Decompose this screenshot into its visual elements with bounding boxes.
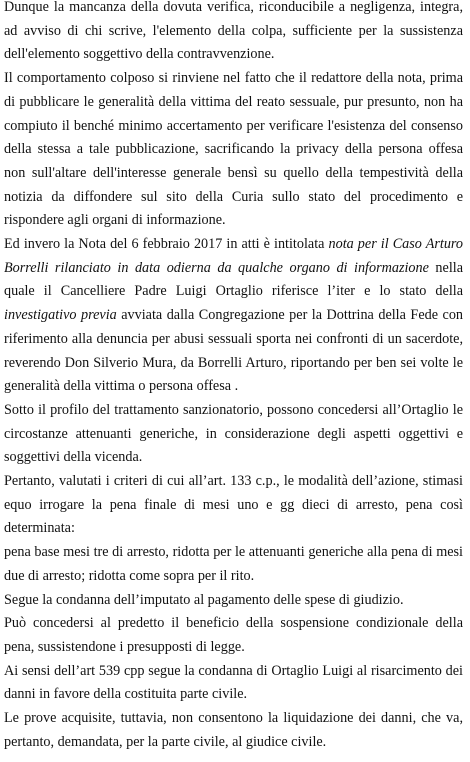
note-title-italic: nota per il Caso Arturo Borrelli rilanciato in data odierna da qualche organo di informazione [4,236,464,276]
note-text-2: nella quale il Cancelliere Padre Luigi Ortaglio riferisce l’iter e lo stato della [4,259,463,300]
paragraph-note [4,233,463,399]
paragraph-suspension: Può concedersi al predetto il beneficio della sospensione condizionale della pena, sussistendone i presupposti di legge. [4,615,463,655]
paragraph-culpable-conduct: Il comportamento colposo si rinviene nel fatto che il redattore della nota, prima di pubblicare le generalità della vittima del reato sessuale, pur presunto, non ha compiuto il benché minimo accertamento per verificare l'esistenza del consenso della stessa a tale pubblicazione, sacrificando la privacy della persona offesa non sull'altare dell'interesse generale bensì su quello della tempestività della notizia da diffondere sul sito della Curia sullo stato del procedimento e rispondere agli organi di informazione. [4,70,463,229]
paragraph-civil-judge: Le prove acquisite, tuttavia, non consentono la liquidazione dei danni, che va, pertanto, demandata, per la parte civile, al giudice civile. [4,710,463,750]
paragraph-compensation: Ai sensi dell’art 539 cpp segue la condanna di Ortaglio Luigi al risarcimento dei danni in favore della costituita parte civile. [4,662,463,703]
document-page [4,0,463,755]
paragraph-penalty: Pertanto, valutati i criteri di cui all’art. 133 c.p., le modalità dell’azione, stimasi equo irrogare la pena finale di mesi uno e gg dieci di arresto, pena così determinata: [4,473,463,537]
paragraph-negligence: Dunque la mancanza della dovuta verifica, riconducibile a negligenza, integra, ad avviso di chi scrive, l'elemento della colpa, sufficiente per la sussistenza dell'elemento soggettivo della contravvenzione. [4,0,463,63]
paragraph-costs: Segue la condanna dell’imputato al pagamento delle spese di giudizio. [4,591,404,608]
note-text-3: avviata dalla Congregazione per la Dottrina della Fede con riferimento alla denuncia per abusi sessuali sporta nei confronti di un sacerdote, reverendo Don Silverio Mura, da Borrelli Arturo, riportando per ben sei volte le generalità della vittima o persona offesa . [4,307,464,395]
paragraph-penalty-calculation: pena base mesi tre di arresto, ridotta per le attenuanti generiche alla pena di mesi due di arresto; ridotta come sopra per il rito. [4,544,463,584]
note-text-1: Ed invero la Nota del 6 febbraio 2017 in atti è intitolata [4,236,329,253]
investigation-italic: investigativo previa [4,307,117,324]
paragraph-sanction: Sotto il profilo del trattamento sanzionatorio, possono concedersi all’Ortaglio le circostanze attenuanti generiche, in considerazione degli aspetti oggettivi e soggettivi della vicenda. [4,401,463,466]
